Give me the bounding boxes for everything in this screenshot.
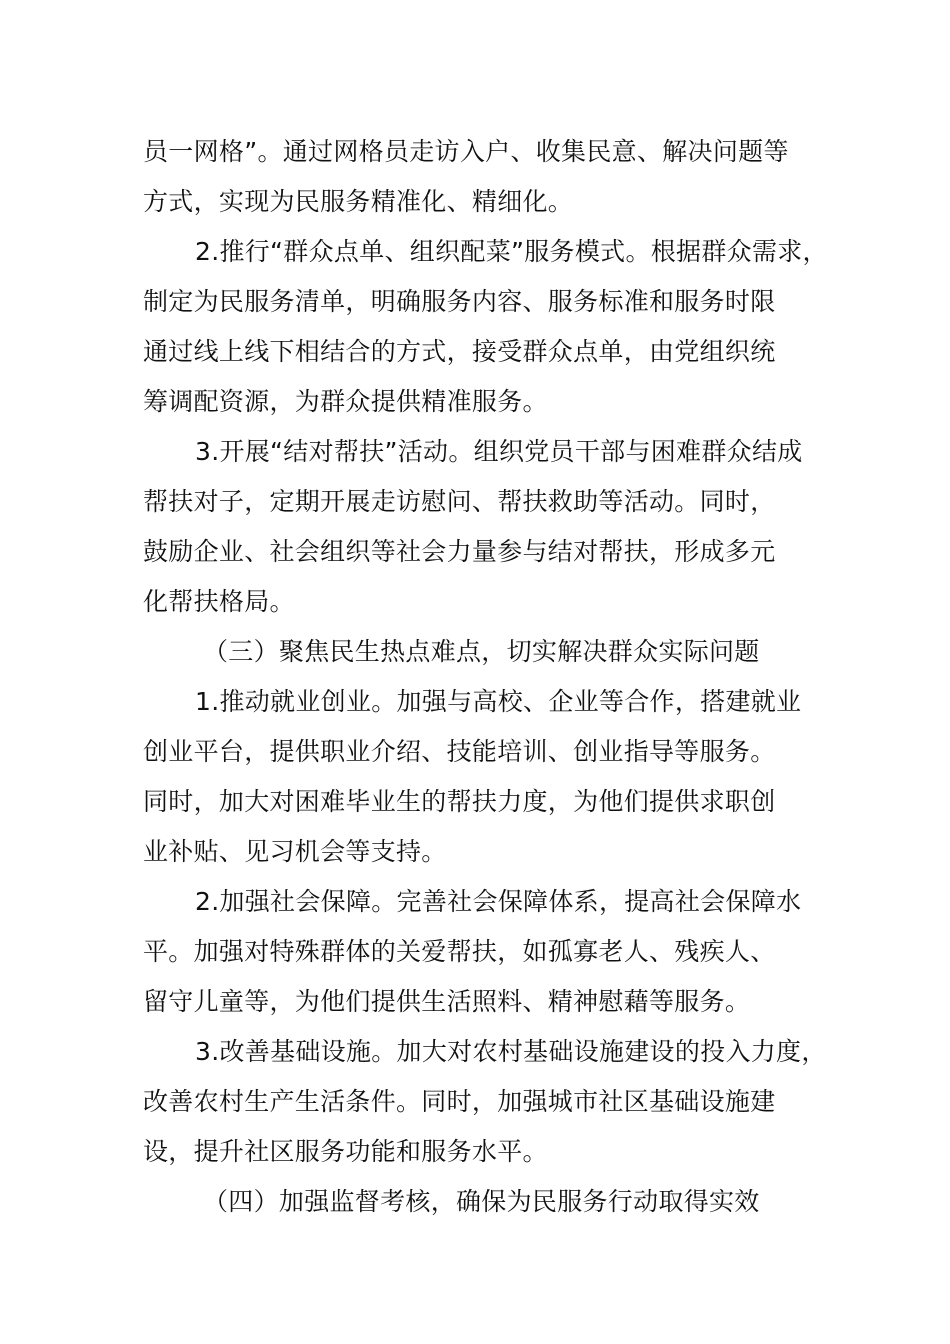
text-line: 1.推动就业创业。加强与高校、企业等合作，搭建就业 [195,687,802,716]
document-body [143,127,833,1227]
text-line: 平。加强对特殊群体的关爱帮扶，如孤寡老人、残疾人、 [143,937,776,966]
text-line: 化帮扶格局。 [143,587,295,616]
text-line: 鼓励企业、社会组织等社会力量参与结对帮扶，形成多元 [143,537,776,566]
text-line: 留守儿童等，为他们提供生活照料、精神慰藉等服务。 [143,987,751,1016]
text-line: 方式，实现为民服务精准化、精细化。 [143,187,574,216]
section-heading: （四）加强监督考核，确保为民服务行动取得实效 [203,1187,760,1216]
text-line: 设，提升社区服务功能和服务水平。 [143,1137,548,1166]
text-line: 3.开展“结对帮扶”活动。组织党员干部与困难群众结成 [195,437,803,466]
text-line: 创业平台，提供职业介绍、技能培训、创业指导等服务。 [143,737,776,766]
section-heading: （三）聚焦民生热点难点，切实解决群众实际问题 [203,637,760,666]
text-line: 2.推行“群众点单、组织配菜”服务模式。根据群众需求， [195,237,828,266]
text-line: 2.加强社会保障。完善社会保障体系，提高社会保障水 [195,887,802,916]
text-line: 同时，加大对困难毕业生的帮扶力度，为他们提供求职创 [143,787,776,816]
text-line: 通过线上线下相结合的方式，接受群众点单，由党组织统 [143,337,776,366]
text-line: 业补贴、见习机会等支持。 [143,837,447,866]
text-line: 3.改善基础设施。加大对农村基础设施建设的投入力度， [195,1037,827,1066]
text-line: 筹调配资源，为群众提供精准服务。 [143,387,548,416]
text-line: 改善农村生产生活条件。同时，加强城市社区基础设施建 [143,1087,776,1116]
text-line: 制定为民服务清单，明确服务内容、服务标准和服务时限 [143,287,776,316]
text-line: 员一网格”。通过网格员走访入户、收集民意、解决问题等 [143,137,789,166]
text-line: 帮扶对子，定期开展走访慰问、帮扶救助等活动。同时， [143,487,776,516]
